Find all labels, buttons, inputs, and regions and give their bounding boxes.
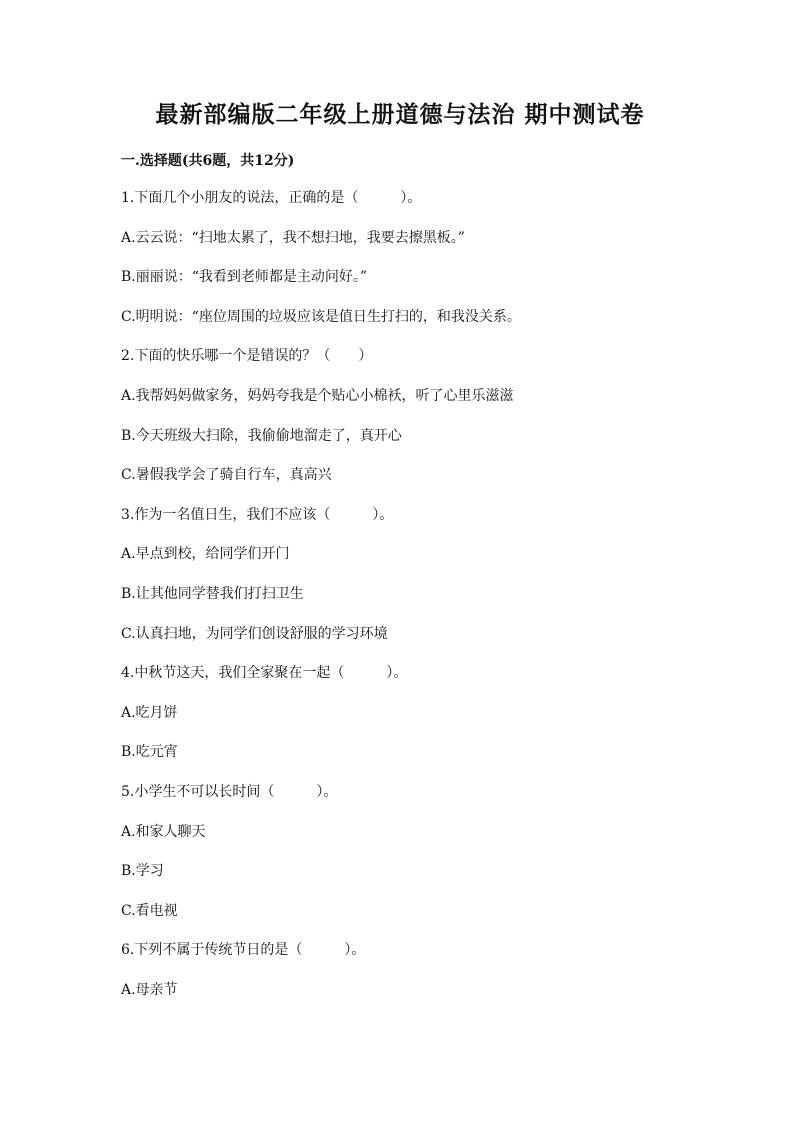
question-4-option-a: A.吃月饼 <box>121 704 178 721</box>
section-heading: 一.选择题(共6题，共12分) <box>121 153 295 169</box>
question-2-option-b: B.今天班级大扫除，我偷偷地溜走了，真开心 <box>121 427 402 444</box>
question-6-option-a: A.母亲节 <box>121 981 178 998</box>
question-3-stem: 3.作为一名值日生，我们不应该（ ）。 <box>121 506 394 523</box>
question-4-stem: 4.中秋节这天，我们全家聚在一起（ ）。 <box>121 665 408 682</box>
question-6-stem: 6.下列不属于传统节日的是（ ）。 <box>121 942 366 959</box>
question-2-option-a: A.我帮妈妈做家务，妈妈夸我是个贴心小棉袄，听了心里乐滋滋 <box>121 387 514 404</box>
question-3-option-c: C.认真扫地，为同学们创设舒服的学习环境 <box>121 625 388 642</box>
question-2-stem: 2.下面的快乐哪一个是错误的？（ ） <box>121 348 373 365</box>
question-3-option-a: A.早点到校，给同学们开门 <box>121 546 290 563</box>
question-5-option-b: B.学习 <box>121 863 164 880</box>
question-1-option-b: B.丽丽说：“我看到老师都是主动问好。” <box>121 269 368 286</box>
question-1-option-c: C.明明说：“座位周围的垃圾应该是值日生打扫的，和我没关系。 <box>121 308 521 325</box>
question-1-option-a: A.云云说：“扫地太累了，我不想扫地，我要去擦黑板。” <box>121 229 465 246</box>
question-3-option-b: B.让其他同学替我们打扫卫生 <box>121 585 304 602</box>
question-5-option-c: C.看电视 <box>121 902 178 919</box>
question-4-option-b: B.吃元宵 <box>121 744 178 761</box>
question-2-option-c: C.暑假我学会了骑自行车，真高兴 <box>121 467 332 484</box>
question-1-stem: 1.下面几个小朋友的说法，正确的是（ ）。 <box>121 190 422 206</box>
question-5-stem: 5.小学生不可以长时间（ ）。 <box>121 783 338 800</box>
question-list <box>121 188 761 1019</box>
question-5-option-a: A.和家人聊天 <box>121 823 206 840</box>
page-title: 最新部编版二年级上册道德与法治 期中测试卷 <box>155 101 645 128</box>
